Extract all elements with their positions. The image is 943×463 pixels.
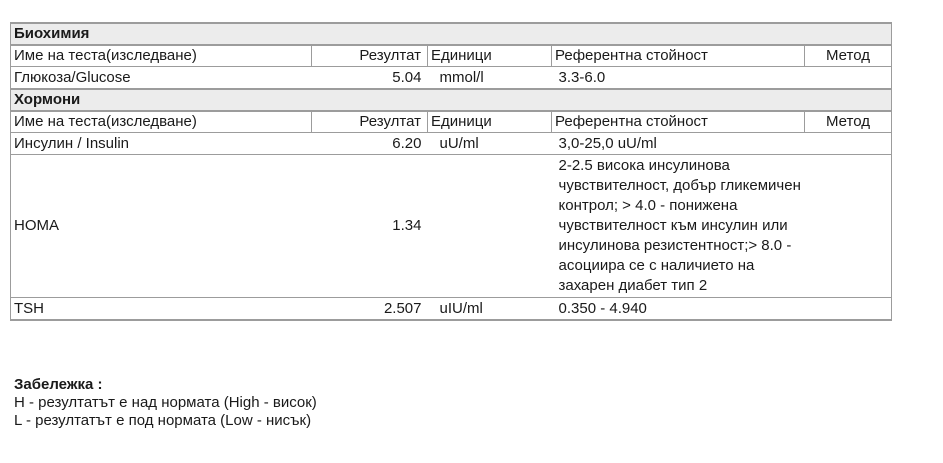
section-header-row — [11, 89, 892, 111]
table-row-tsh — [11, 298, 892, 321]
col-header-method: Метод — [805, 45, 892, 67]
column-header-row — [11, 45, 892, 67]
result-cell: 1.34 — [312, 155, 428, 298]
test-name-cell: Глюкоза/Glucose — [14, 68, 131, 86]
col-header-method: Метод — [805, 111, 892, 133]
unit-cell: mmol/l — [439, 68, 484, 86]
reference-cell: 2-2.5 висока инсулинова чувствителност, добър гликемичен контрол; > 4.0 - понижена чувствителност към инсулин или инсулинова резистентност;> 8.0 - асоциира се с наличието на захарен диабет тип 2 — [552, 155, 805, 298]
section-title-hormones: Хормони — [11, 89, 892, 111]
legend-note — [14, 376, 317, 430]
reference-cell: 3.3-6.0 — [558, 68, 606, 86]
unit-cell: uU/ml — [428, 133, 552, 155]
result-cell: 2.507 — [312, 298, 428, 321]
col-header-test-name: Име на теста(изследване) — [11, 45, 312, 67]
reference-cell: 0.350 - 4.940 — [552, 298, 805, 321]
section-title-biochemistry: Биохимия — [11, 23, 892, 45]
column-header-row — [11, 111, 892, 133]
method-cell — [805, 67, 892, 90]
test-name-cell: HOMA — [11, 155, 312, 298]
unit-cell: uIU/ml — [428, 298, 552, 321]
note-line-high: H - резултатът е над нормата (High - висок) — [14, 394, 317, 411]
note-title: Забележка : — [14, 376, 103, 393]
reference-cell: 3,0-25,0 uU/ml — [552, 133, 805, 155]
col-header-test-name: Име на теста(изследване) — [11, 111, 312, 133]
col-header-units: Единици — [428, 45, 552, 67]
unit-cell — [428, 155, 552, 298]
table-row-glucose — [11, 67, 892, 90]
method-cell — [805, 298, 892, 321]
result-cell: 5.04 — [392, 68, 422, 86]
col-header-reference: Референтна стойност — [552, 45, 805, 67]
table-row-homa — [11, 155, 892, 298]
test-name-cell: TSH — [11, 298, 312, 321]
test-name-cell: Инсулин / Insulin — [11, 133, 312, 155]
method-cell — [805, 133, 892, 155]
note-line-low: L - резултатът е под нормата (Low - нисък) — [14, 412, 312, 429]
result-cell: 6.20 — [312, 133, 428, 155]
table-row-insulin — [11, 133, 892, 155]
lab-results-table — [10, 22, 892, 321]
col-header-reference: Референтна стойност — [552, 111, 805, 133]
section-header-row — [11, 23, 892, 45]
col-header-result: Резултат — [312, 45, 428, 67]
col-header-units: Единици — [428, 111, 552, 133]
col-header-result: Резултат — [312, 111, 428, 133]
method-cell — [805, 155, 892, 298]
